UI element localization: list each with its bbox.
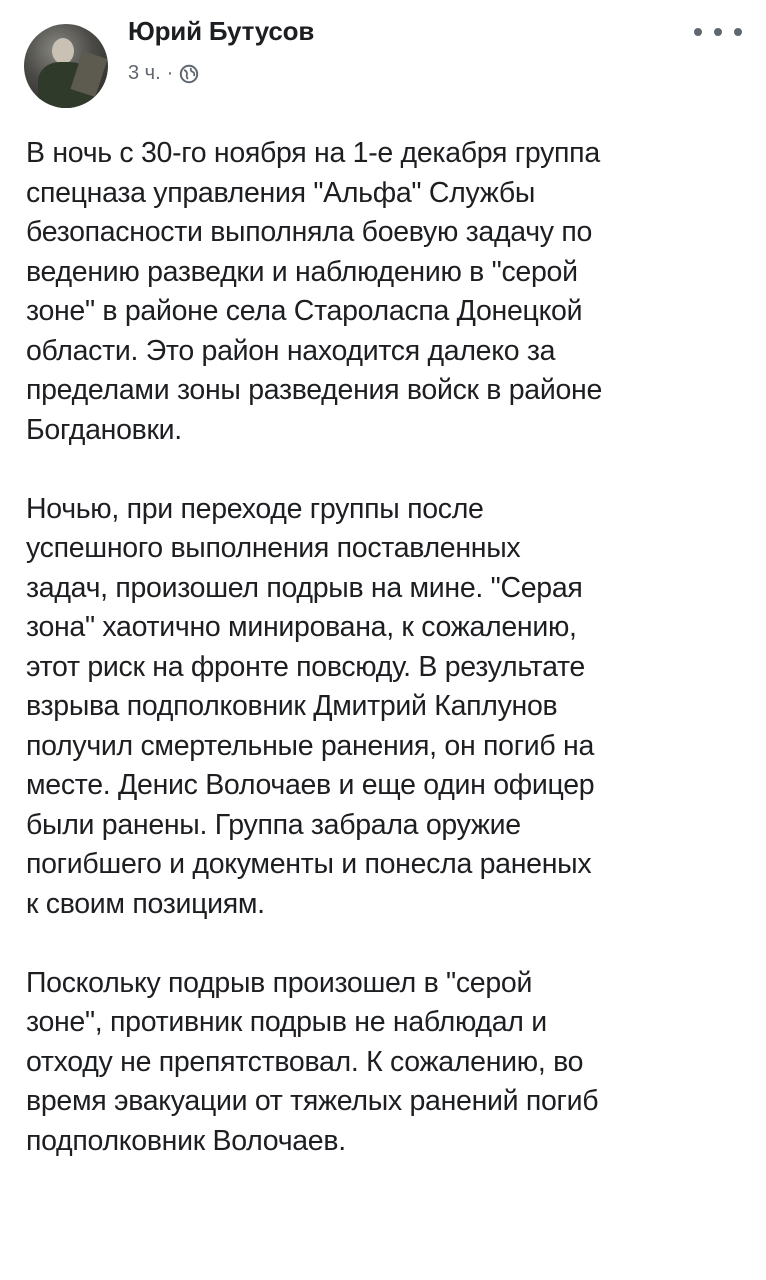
text-line: взрыва подполковник Дмитрий Каплунов	[26, 690, 558, 722]
text-line: зона" хаотично минирована, к сожалению,	[26, 611, 577, 643]
post-meta	[128, 62, 199, 85]
text-line: зоне" в районе села Староласпа Донецкой	[26, 295, 583, 327]
text-line: Ночью, при переходе группы после	[26, 492, 484, 525]
text-line: успешного выполнения поставленных	[26, 532, 521, 564]
post-header	[24, 16, 742, 102]
text-line: ведению разведки и наблюдению в "серой	[26, 255, 578, 288]
text-line: месте. Денис Волочаев и еще один офицер	[26, 769, 595, 801]
avatar[interactable]	[24, 24, 108, 108]
text-line: этот риск на фронте повсюду. В результате	[26, 650, 585, 683]
text-line: зоне", противник подрыв не наблюдал и	[26, 1006, 547, 1038]
more-options-icon[interactable]	[694, 20, 742, 44]
text-line: отходу не препятствовал. К сожалению, во	[26, 1045, 584, 1078]
text-line: безопасности выполняла боевую задачу по	[26, 216, 593, 248]
text-line: В ночь с 30-го ноября на 1-е декабря группа	[26, 137, 600, 169]
text-line: подполковник Волочаев.	[26, 1124, 346, 1157]
post-paragraph	[26, 134, 748, 450]
post-paragraph	[26, 490, 748, 925]
text-line: погибшего и документы и понесла раненых	[26, 848, 592, 880]
text-line: области. Это район находится далеко за	[26, 334, 556, 367]
avatar-face	[52, 38, 74, 64]
author-name[interactable]: Юрий Бутусов	[128, 16, 315, 46]
meta-separator: ·	[166, 62, 174, 84]
text-line: к своим позициям.	[26, 887, 265, 920]
text-line: спецназа управления "Альфа" Службы	[26, 176, 536, 209]
avatar-background	[70, 51, 107, 97]
text-line: задач, произошел подрыв на мине. "Серая	[26, 571, 583, 604]
text-line: получил смертельные ранения, он погиб на	[26, 729, 595, 762]
text-line: были ранены. Группа забрала оружие	[26, 808, 521, 841]
text-line: Поскольку подрыв произошел в "серой	[26, 966, 533, 999]
globe-icon[interactable]	[179, 64, 199, 84]
text-line: Богдановки.	[26, 413, 182, 446]
text-line: время эвакуации от тяжелых ранений погиб	[26, 1085, 599, 1117]
text-line: пределами зоны разведения войск в районе	[26, 374, 603, 406]
post-paragraph	[26, 964, 748, 1162]
post-text	[26, 134, 748, 1201]
post-time[interactable]: 3 ч.	[128, 62, 161, 84]
